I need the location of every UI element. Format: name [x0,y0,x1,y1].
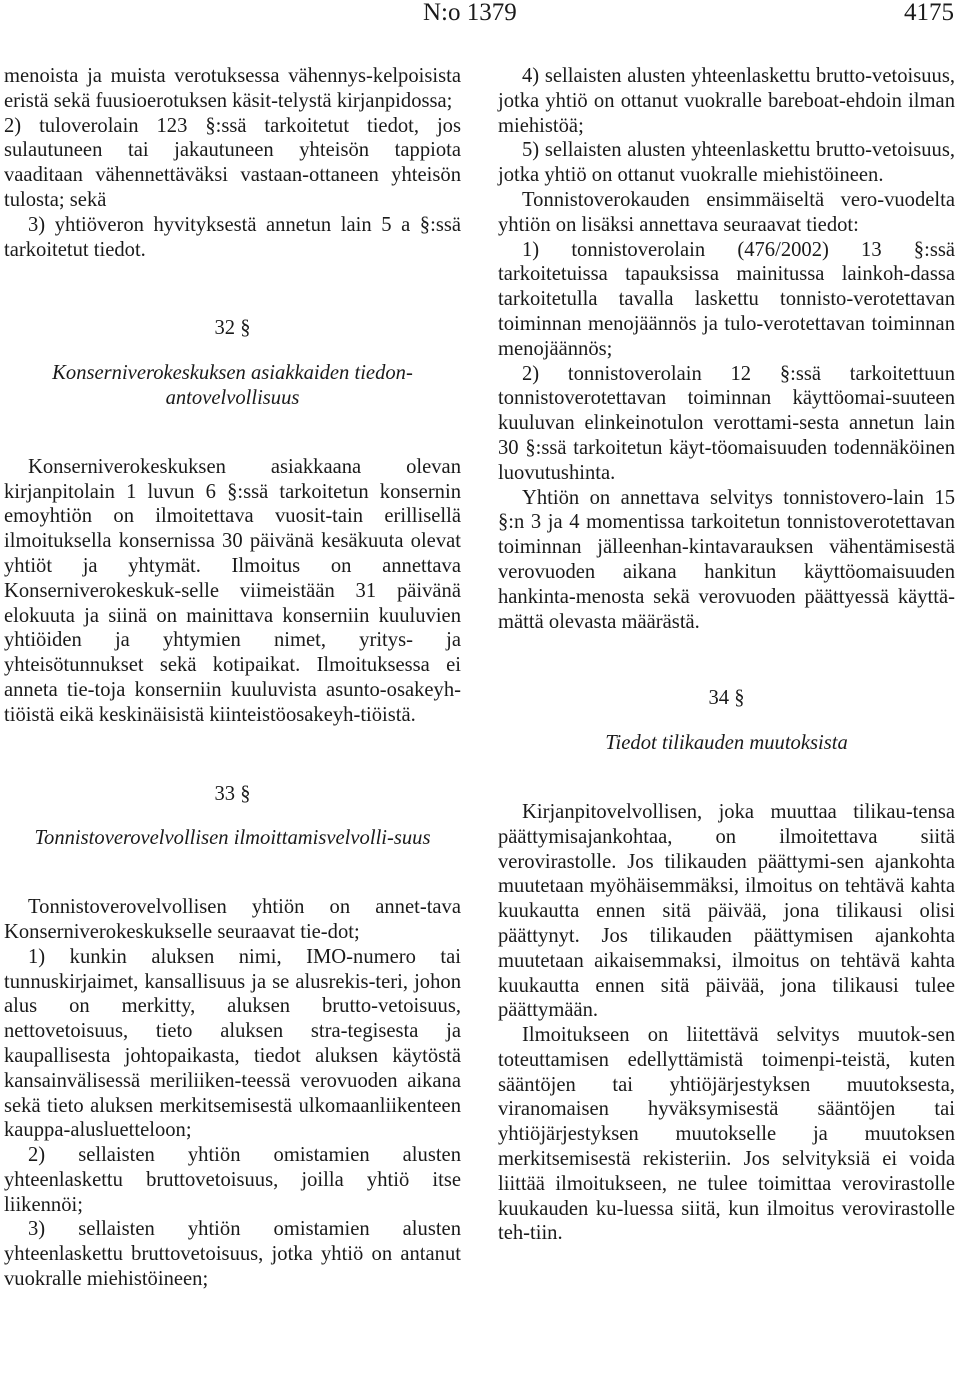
page-number: 4175 [904,0,954,26]
paragraph: Kirjanpitovelvollisen, joka muuttaa tilikau-tensa päättymisajankohtaa, on ilmoitettava siitä verovirastolle. Jos tilikauden päättymi-sen ajankohta muutetaan myöhäisemmäksi, ilmoitus on tehtävä kahta kuukautta ennen sitä päivää, jona tilikausi olisi päättynyt. Jos tilikauden päättymisen ajankohta muutetaan aikaisemmaksi, ilmoitus on tehtävä kahta kuukautta ennen sitä päivää, jona tilikausi tulee päättymään. [498,800,955,1022]
section-title: Tonnistoverovelvollisen ilmoittamisvelvolli-suus [34,827,431,850]
paragraph: Konserniverokeskuksen asiakkaana olevan kirjanpitolain 1 luvun 6 §:ssä tarkoitetun konsernin emoyhtiön on ilmoitettava vuosit-tain erillisellä ilmoituksella konsernissa 30 päivänä kesäkuuta olevat yhtiöt ja yhtymät. Ilmoitus on annettava Konserniverokeskuk-selle viimeistään 31 päivänä elokuuta ja siinä on mainittava konserniin kuuluvien yhtiöiden ja yhtymien nimet, yritys- ja yhteisötunnukset sekä kotipaikat. Ilmoituksessa ei anneta tie-toja konserniin kuuluvista asunto-osakeyh-tiöistä eikä keskinäisistä kiinteistöosakeyh-tiöistä. [4,455,461,726]
section-number: 32 § [214,317,251,340]
paragraph: 3) yhtiöveron hyvityksestä annetun lain 5 a §:ssä tarkoitetut tiedot. [4,213,461,261]
paragraph: 5) sellaisten alusten yhteenlaskettu brutto-vetoisuus, jotka yhtiö on ottanut vuokralle miehistöineen. [498,139,955,187]
paragraph: Tonnistoverokauden ensimmäiseltä vero-vuodelta yhtiön on lisäksi annettava seuraavat tiedot: [498,188,955,236]
paragraph: Tonnistoverovelvollisen yhtiön on annet-tava Konserniverokeskukselle seuraavat tie-dot; [4,896,461,943]
section-number: 34 § [708,687,745,710]
left-column [4,64,461,1292]
section-title: Tiedot tilikauden muutoksista [605,732,848,755]
paragraph: 2) tonnistoverolain 12 §:ssä tarkoitettuun tonnistoverotettavan toiminnan käyttöomai-suuteen kuuluvan elinkeinotulon verottami-sesta annetun lain 30 §:ssä tarkoitetun käyt-töomaisuuden todennäköinen luovutushinta. [498,362,955,484]
section-title: Konserniverokeskuksen asiakkaiden tiedon-antovelvollisuus [52,362,413,409]
paragraph: Yhtiön on annettava selvitys tonnistovero-lain 15 §:n 3 ja 4 momentissa tarkoitetun tonnistoverotettavan toiminnan jälleenhan-kintavarauksen vähentämisestä verovuoden aikana hankitun käyttöomaisuuden hankinta-menosta sekä verovuoden päättyessä käyttä-mättä olevasta määrästä. [498,486,955,633]
paragraph: 4) sellaisten alusten yhteenlaskettu brutto-vetoisuus, jotka yhtiö on ottanut vuokralle bareboat-ehdoin ilman miehistöä; [498,65,955,137]
paragraph: Ilmoitukseen on liitettävä selvitys muutok-sen toteuttamisen edellyttämistä toimenpi-teistä, kuten sääntöjen tai yhtiöjärjestyksen muutoksesta, viranomaisen hyväksymisestä sääntöjen tai yhtiöjärjestyksen muutokselle ja muutoksen merkitsemisestä rekisteriin. Jos selvityksiä ei voida liittää ilmoitukseen, ne tulee toimittaa verovirastolle kuukauden ku-luessa siitä, kun ilmoitus verovirastolle teh-tiin. [498,1024,955,1245]
paragraph: 1) tonnistoverolain (476/2002) 13 §:ssä tarkoitetuissa tapauksissa mainitussa lainkoh-dassa tarkoitetulla tavalla laskettu tonnisto-verotettavan toiminnan menojäännös ja tulo-verotettavan toiminnan menojäännös; [498,238,955,360]
paragraph: 2) sellaisten yhtiön omistamien alusten yhteenlaskettu bruttovetoisuus, joilla yhtiö itse liikennöi; [4,1144,461,1216]
section-number: 33 § [214,782,251,805]
paragraph: 1) kunkin aluksen nimi, IMO-numero tai tunnuskirjaimet, kansallisuus ja se alusrekis-teri, johon alus on merkitty, aluksen brutto-vetoisuus, nettovetoisuus, tieto aluksen stra-tegisesta ja kaupallisesta johtopaikasta, tiedot aluksen käytöstä kansainvälisessä meriliiken-teessä verovuoden aikana sekä tieto aluksen merkitsemisestä ulkomaanliikenteen kauppa-alusluetteloon; [4,945,461,1142]
paragraph: menoista ja muista verotuksessa vähennys-kelpoisista eristä sekä fuusioerotuksen käsit-telystä kirjanpidossa; [4,65,461,112]
paragraph: 3) sellaisten yhtiön omistamien alusten yhteenlaskettu bruttovetoisuus, jotka yhtiö on antanut vuokralle miehistöineen; [4,1218,461,1291]
paragraph: 2) tuloverolain 123 §:ssä tarkoitetut tiedot, jos sulautuneen tai jakautuneen yhteisön tappiota vaaditaan vähennettäväksi vastaan-ottaneen yhteisön tulosta; sekä [4,114,461,211]
right-column [498,64,955,1246]
issue-number: N:o 1379 [423,0,517,26]
